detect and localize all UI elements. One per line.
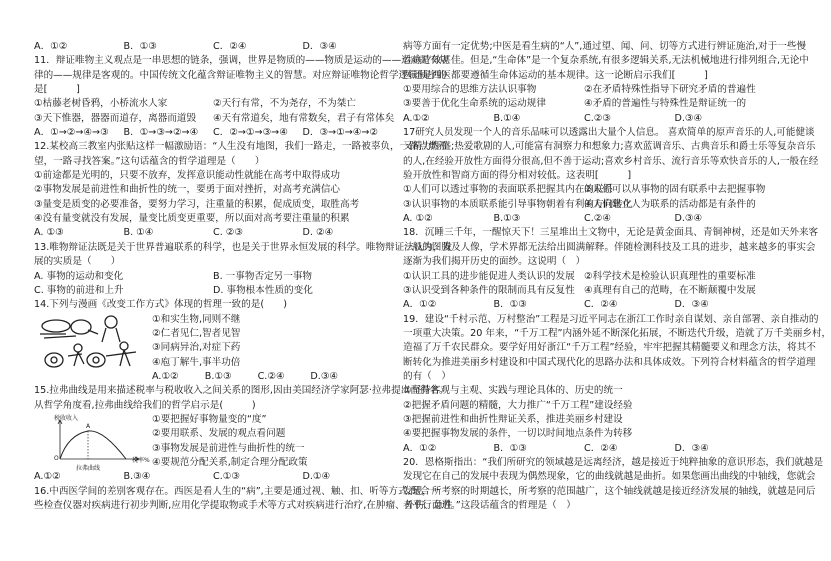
peak-label: A	[86, 423, 91, 430]
line-text: 13.唯物辩证法既是关于世界普遍联系的科学，也是关于世界永恒发展的科学。唯物辩证法认为，发	[34, 241, 453, 253]
option: A. ①②	[403, 213, 433, 225]
line-text: ③事物发展是前进性与曲折性的统一	[152, 442, 305, 454]
line-text: 验开放性和智商方面的得分相对较低。这表明[ ]	[403, 170, 632, 182]
options-row	[403, 442, 765, 456]
text-line	[34, 255, 392, 269]
option: B．①③	[493, 442, 527, 454]
line-text: 逐渐为我们揭开历史的面纱。这说明（ ）	[403, 256, 586, 268]
line-text: 病等方面有一定优势;中医是看生病的“人”,通过望、闻、问、切等方式进行辨证施治,对于一些慢	[403, 41, 807, 52]
line-text: 发现它在自己的发展中表现为偶然现象，它的曲线就越是曲折。如果您画出曲线的中轴线，您就会	[403, 471, 816, 483]
text-line	[403, 370, 765, 384]
option: ④真理有自己的范畴，在不断颠覆中发展	[584, 284, 756, 296]
option: C．②→①→③→④	[213, 127, 288, 139]
option: B.①④	[493, 112, 521, 124]
line-text: 是[ ]	[34, 84, 80, 96]
option: C．②④	[584, 442, 618, 454]
option: C. 事物的前进和上升	[34, 284, 124, 296]
option: D.③④	[674, 112, 703, 124]
text-line	[403, 155, 819, 169]
option: D．③④	[302, 41, 337, 52]
option: D．③④	[674, 442, 709, 454]
text-line	[34, 140, 448, 154]
text-line	[34, 212, 392, 226]
line-text: ④要把握事物发展的条件，一切以时间地点条件为转移	[403, 428, 633, 440]
line-text: 从哲学角度看,拉弗曲线给我们的哲学启示是( )	[34, 399, 256, 411]
text-line	[403, 126, 815, 140]
options-row	[403, 83, 765, 97]
option: A.①②	[152, 370, 179, 382]
option: B.③④	[123, 471, 151, 483]
options-row	[34, 112, 395, 126]
option: A．①→②→④→③	[34, 127, 109, 139]
option: D.③④	[674, 213, 703, 225]
text-line	[34, 241, 453, 255]
option: A. ①③	[34, 227, 64, 239]
options-row	[34, 97, 392, 111]
x-axis-label: 税率%	[132, 457, 150, 464]
option: B. 一事物否定另一事物	[213, 270, 313, 282]
option: C.①③	[213, 471, 240, 483]
laffer-curve-figure	[48, 415, 152, 472]
text-line	[403, 456, 824, 470]
option: D. 事物根本性质的变化	[213, 284, 313, 296]
text-line	[403, 341, 816, 355]
text-line	[34, 198, 392, 212]
line-text: 又精力旺盛;热爱歌剧的人,可能富有洞察力和想象力;喜欢蓝调音乐、古典音乐和爵士乐等复杂音乐	[403, 141, 816, 153]
option: ④矛盾的普遍性与特殊性是辩证统一的	[584, 98, 747, 110]
line-text: 的有（ ）	[403, 370, 451, 382]
option: A. 事物的运动和变化	[34, 270, 124, 282]
option: ③认识事物的本质联系能引导事物朝着有利的方向转化	[403, 198, 633, 210]
line-text: ④庖丁解牛,事半功倍	[152, 356, 241, 368]
text-line	[403, 313, 819, 327]
option: D.③④	[310, 370, 339, 382]
option: ③天下惟器，器器而道存，离器而道毁	[34, 112, 197, 124]
line-text: 17研究人员发现一个人的音乐品味可以透露出大量个人信息。 喜欢简单的原声音乐的人,可能健谈	[403, 127, 815, 139]
option: A.①②	[34, 471, 61, 483]
line-text: ①和实生物,同则不继	[152, 313, 241, 325]
option: A．①②	[403, 299, 437, 311]
option: A.①②	[403, 112, 430, 124]
line-text: 一项重大决策。20 年来，“千万工程”内涵外延不断深化拓展，不断迭代升级，造就了万千美丽乡村，	[403, 327, 831, 339]
text-line	[34, 499, 453, 513]
text-line	[403, 226, 819, 240]
option: ①要用综合的思维方法认识事物	[403, 84, 537, 96]
text-line	[403, 327, 831, 341]
text-line	[34, 169, 392, 183]
options-row	[34, 284, 392, 298]
figure-caption: 拉弗曲线	[76, 465, 101, 472]
options-row	[403, 183, 765, 197]
text-line	[34, 183, 392, 197]
text-line	[403, 255, 765, 269]
line-text: 性病疗效甚佳。但是,“生命体”是一个复杂系统,有很多逻辑关系,无法机械地进行排列组合,无论中	[403, 55, 809, 67]
options-row	[403, 298, 765, 312]
text-line	[403, 140, 816, 154]
line-text: 20．恩格斯指出：“我们所研究的领域越是远离经济，越是接近于纯粹抽象的意识形态，我们就越是	[403, 456, 824, 468]
option: C．②④	[584, 299, 618, 311]
option: C.②④	[257, 370, 285, 382]
option: A．①②	[34, 41, 68, 52]
text-line	[34, 298, 392, 312]
options-row	[34, 226, 392, 240]
right-column	[403, 40, 831, 513]
line-text: 16.中西医学间的差别客观存在。西医是看人生的“病”,主要是通过视、触、扣、听等方式,配合一	[34, 485, 440, 497]
text-line	[34, 155, 392, 169]
line-text: ④没有量变就没有发展，量变比质变更重要，所以面对高考要注重量的积累	[34, 213, 350, 225]
option: ②天行有常，不为尧存，不为桀亡	[213, 98, 356, 110]
text-line	[403, 69, 765, 83]
option: D．③④	[674, 299, 709, 311]
option: C.②④	[584, 213, 611, 225]
text-line	[403, 54, 809, 68]
line-text: 14.下列与漫画《改变工作方式》体现的哲理一致的是( )	[34, 299, 287, 311]
text-line	[34, 485, 440, 499]
option: A．①②	[403, 442, 437, 454]
option: ①枯藤老树昏鸦，小桥流水人家	[34, 98, 168, 110]
option: C.②③	[584, 112, 611, 124]
option: ②在矛盾特殊性指导下研究矛盾的普遍性	[584, 84, 756, 96]
text-line	[403, 169, 765, 183]
line-text: 断转化为推进美丽乡村建设和中国式现代化的思路办法和具体成效。下列符合材料蕴含的哲学道理	[403, 356, 816, 368]
option: ③要善于优化生命系统的运动规律	[403, 98, 546, 110]
line-text: 12.某校高三教室内张贴这样一幅激励语：“人生没有地图，我们一路走，一路被辜负，一路点燃希	[34, 141, 448, 153]
option: ④人们建立人为联系的活动都是有条件的	[584, 198, 756, 210]
line-text: 律的——规律是客观的。中国传统文化蕴含辩证唯物主义的智慧。对应辩证唯物论哲学逻辑顺序的	[34, 69, 447, 81]
text-line	[403, 499, 765, 513]
options-row	[403, 112, 765, 126]
line-text: ②把握矛盾问题的精髓，大力推广“千万工程”建设经验	[403, 399, 633, 411]
line-text: ①前途都是光明的，只要不放弃，发挥意识能动性就能在高考中取得成功	[34, 170, 341, 182]
text-line	[34, 83, 392, 97]
line-text: ②事物发展是前进性和曲折性的统一，要勇于面对挫折，对高考充满信心	[34, 184, 341, 196]
option: ④天有常道矣，地有常数矣，君子有常体矣	[213, 112, 395, 124]
text-line	[403, 356, 816, 370]
text-line	[403, 241, 816, 255]
option: B.①③	[204, 370, 232, 382]
option: ①认识工具的进步能促进人类认识的发展	[403, 270, 575, 282]
options-row	[34, 126, 392, 140]
cartoon-image	[36, 312, 150, 372]
option: B．①→③→②→④	[123, 127, 199, 139]
line-text: 者平行而进。”这段话蕴含的哲理是（ ）	[403, 500, 576, 511]
line-text: ③同病异治,对症下药	[152, 342, 241, 354]
line-text: 些检查仪器对疾病进行初步判断,应用化学提取物或手术等方式对疾病进行治疗,在肿瘤、外伤、急性	[34, 500, 453, 511]
options-row	[403, 198, 765, 212]
line-text: 造福了万千农民群众。要学好用好浙江“千万工程”经验，牢牢把握其精髓要义和理念方法，将其不	[403, 342, 816, 354]
line-text: 展的实质是（ ）	[34, 256, 121, 268]
text-line	[403, 485, 816, 499]
options-row	[403, 270, 765, 284]
line-text: ①坚持客观与主观、实践与理论具体的、历史的统一	[403, 385, 623, 397]
option: B.①③	[493, 213, 521, 225]
origin-label: O	[54, 455, 59, 462]
line-text: 11．辩证唯物主义观点是一串思想的链条，强调，世界是物质的——物质是运动的——运动是有规	[34, 55, 450, 67]
text-line	[34, 69, 447, 83]
text-line	[403, 40, 807, 54]
line-text: ④要规范分配关系,制定合理分配政策	[152, 456, 308, 468]
line-text: ②仁者见仁,智者见智	[152, 327, 241, 339]
line-text: ③量变是质变的必要准备，要努力学习，注重量的积累，促成质变，取胜高考	[34, 198, 360, 210]
text-line	[403, 384, 765, 398]
options-row	[34, 270, 392, 284]
option: D．③→①→④→②	[302, 127, 378, 139]
line-text: ①要把握好事物量变的“度”	[152, 413, 267, 425]
option: ②科学技术是检验认识真理性的重要标准	[584, 270, 756, 282]
options-row	[403, 97, 765, 111]
options-row	[34, 370, 392, 384]
text-line	[403, 470, 816, 484]
option: B．①③	[123, 41, 157, 52]
line-text: 18．沉睡三千年，一醒惊天下！三星堆出土文物中，无论是黄金面具、青铜神树，还是如天外来客	[403, 227, 819, 239]
option: B. ①④	[123, 227, 154, 239]
option: D. ②④	[302, 227, 334, 239]
options-row	[34, 470, 392, 484]
y-axis-label: 税收收入	[54, 415, 79, 422]
text-line	[403, 427, 765, 441]
text-line	[34, 384, 449, 398]
line-text: ②要用联系、发展的观点看问题	[152, 428, 286, 440]
line-text: 的人,在经验开放性方面得分很高,但不善于运动;喜欢乡村音乐、流行音乐等欢快音乐的人,一般在经	[403, 155, 819, 167]
options-row	[34, 40, 392, 54]
line-text: 15.拉弗曲线是用来描述税率与税收收入之间关系的图形,因由美国经济学家阿瑟·拉弗提出而得名。	[34, 385, 449, 397]
option: ①人们可以透过事物的表面联系把握其内在的联系	[403, 184, 614, 196]
option: D.①④	[302, 471, 331, 483]
line-text: 发现，所考察的时期越长，所考察的范围越广，这个轴线就越是接近经济发展的轴线，就越是同后	[403, 485, 816, 497]
option: B．①③	[493, 299, 527, 311]
options-row	[403, 212, 765, 226]
line-text: 望，一路寻找答案。”这句话蕴含的哲学道理是（ ）	[34, 155, 265, 167]
option: C．②④	[213, 41, 247, 52]
option: ③认识受到各种条件的限制而具有反复性	[403, 284, 575, 296]
option: C. ②③	[213, 227, 243, 239]
text-line	[403, 413, 765, 427]
option: ②人们可以从事物的固有联系中去把握事物	[584, 184, 766, 196]
text-line	[34, 54, 450, 68]
line-text: ③把握前进性和曲折性辩证关系，推进美丽乡村建设	[403, 413, 623, 425]
text-line	[403, 399, 765, 413]
line-text: 一般的图腾及人像，学术界都无法给出圆满解释。伴随检测科技及工具的进步，越来越多的事实会	[403, 241, 816, 253]
text-line	[34, 399, 392, 413]
line-text: 医还是西医都要遵循生命体运动的基本规律。这一论断启示我们[ ]	[403, 69, 708, 81]
options-row	[403, 284, 765, 298]
line-text: 19．建设“千村示范、万村整治”工程是习近平同志在浙江工作时亲自谋划、亲自部署、亲自推动的	[403, 313, 819, 325]
